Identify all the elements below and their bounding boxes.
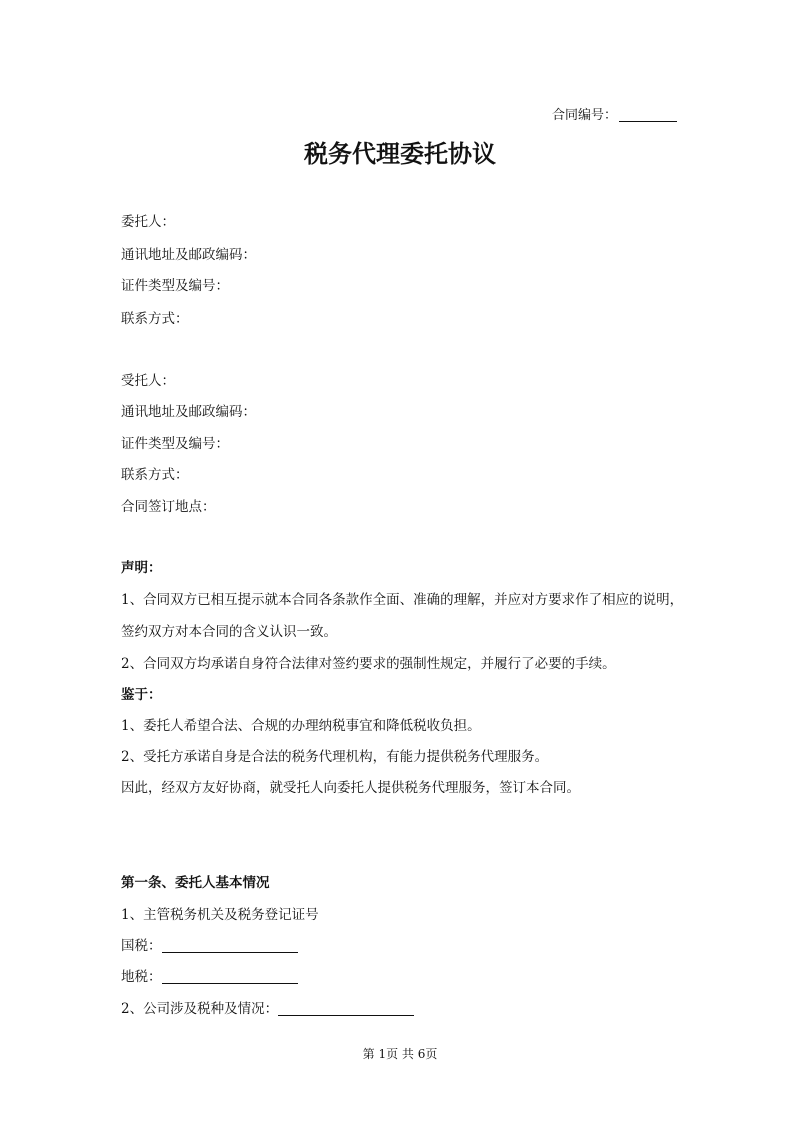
sign-place-label: 合同签订地点： [121,499,216,515]
tax-types-label: 2、公司涉及税种及情况： [121,1001,279,1017]
declaration-heading: 声明： [121,560,162,576]
article-1-heading: 第一条、委托人基本情况 [121,875,270,891]
declaration-item-1-cont: 签约双方对本合同的含义认识一致。 [121,624,337,640]
whereas-conclusion: 因此，经双方友好协商，就受托人向委托人提供税务代理服务，签订本合同。 [121,780,580,796]
contract-number [552,104,677,123]
agent-contact-label: 联系方式： [121,467,189,483]
local-tax-label: 地税： [121,969,162,985]
article-1-item-1: 1、主管税务机关及税务登记证号 [121,907,319,923]
local-tax-row [121,965,298,985]
page-footer: 第 1页 共 6页 [362,1047,438,1061]
tax-types-row [121,997,414,1017]
local-tax-blank[interactable] [162,969,298,984]
client-address-label: 通讯地址及邮政编码： [121,247,256,263]
tax-types-blank[interactable] [278,1001,414,1016]
agent-address-label: 通讯地址及邮政编码： [121,404,256,420]
agent-id-label: 证件类型及编号： [121,436,229,452]
client-id-label: 证件类型及编号： [121,278,229,294]
client-name-label: 委托人： [121,214,175,230]
document-title: 税务代理委托协议 [304,139,496,168]
client-contact-label: 联系方式： [121,311,189,327]
contract-number-blank[interactable] [619,107,677,122]
national-tax-blank[interactable] [162,938,298,953]
agent-name-label: 受托人： [121,373,175,389]
contract-number-label: 合同编号： [552,108,618,123]
national-tax-row [121,934,298,954]
declaration-item-2: 2、合同双方均承诺自身符合法律对签约要求的强制性规定，并履行了必要的手续。 [121,656,616,672]
national-tax-label: 国税： [121,938,162,954]
whereas-item-1: 1、委托人希望合法、合规的办理纳税事宜和降低税收负担。 [121,718,481,734]
whereas-item-2: 2、受托方承诺自身是合法的税务代理机构，有能力提供税务代理服务。 [121,749,549,765]
whereas-heading: 鉴于： [121,687,162,703]
declaration-item-1: 1、合同双方已相互提示就本合同各条款作全面、准确的理解，并应对方要求作了相应的说明， [121,592,684,608]
